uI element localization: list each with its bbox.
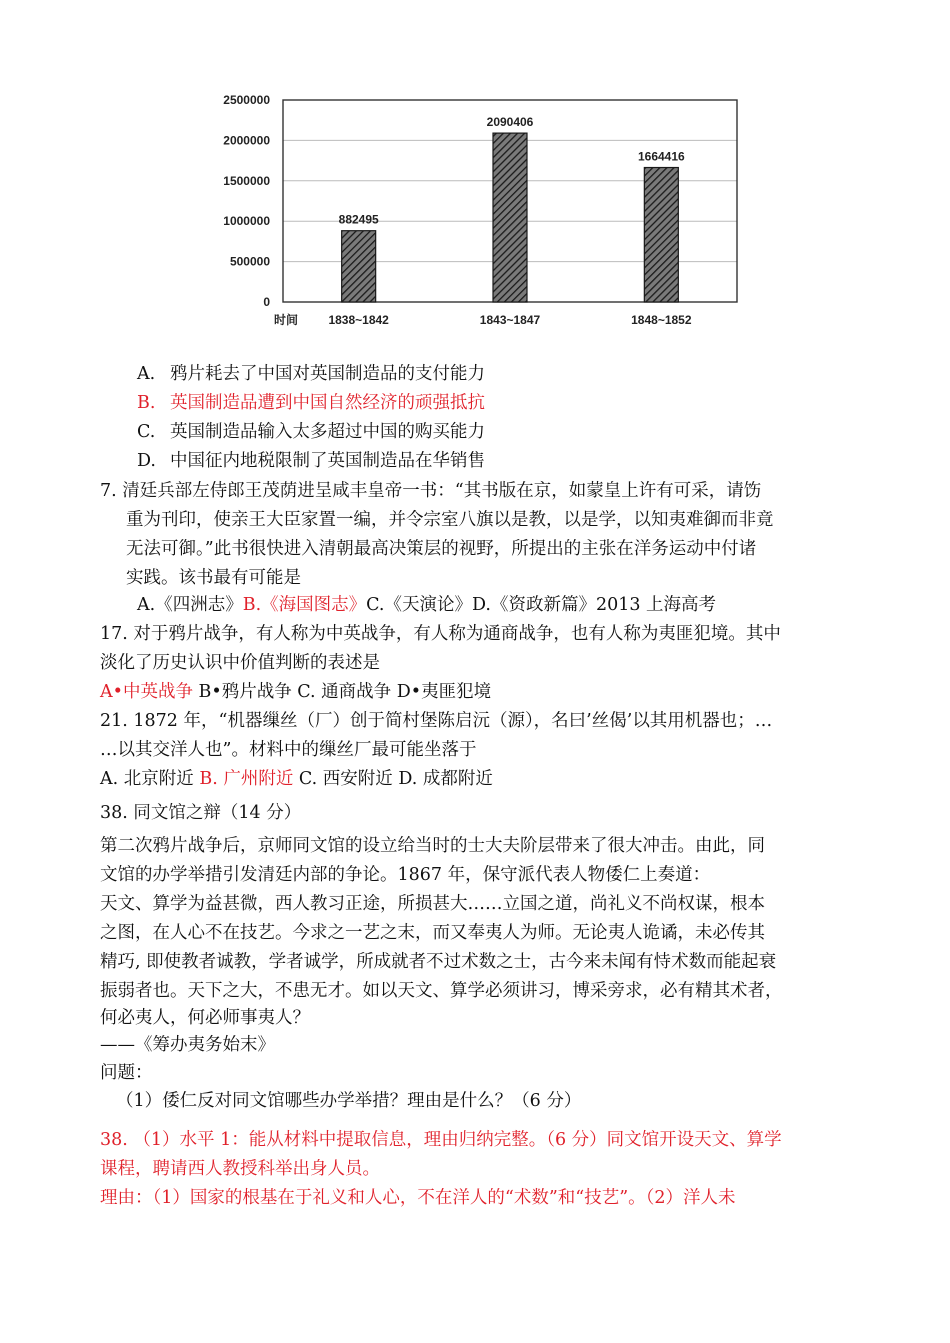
q7-options (137, 591, 716, 619)
y-tick-label: 0 (263, 295, 270, 309)
x-tick-label: 1848~1852 (631, 313, 692, 327)
q38-para-line-6: 振弱者也。天下之大，不患无才。如以天文、算学必须讲习，博采旁求，必有精其术者， (100, 981, 783, 1001)
bar-value-label: 1664416 (637, 149, 685, 164)
q21-option-a: A. 北京附近 (100, 769, 200, 789)
q17-option-a: A•中英战争 (100, 682, 193, 702)
q38-question-label: 问题： (100, 1063, 153, 1083)
q6-option-c: C. 英国制造品输入太多超过中国的购买能力 (137, 422, 485, 442)
q38-title: 38. 同文馆之辩（14 分） (100, 803, 302, 823)
q6-option-b: B. 英国制造品遭到中国自然经济的顽强抵抗 (137, 393, 485, 413)
q38-source: ——《筹办夷务始末》 (100, 1035, 275, 1055)
chart-bars (342, 133, 679, 302)
bar-chart (190, 78, 760, 350)
q38-para-line-4: 之图，在人心不在技艺。今求之一艺之末，而又奉夷人为师。无论夷人诡谲，未必传其 (100, 923, 765, 943)
q21-option-cd: C. 西安附近 D. 成都附近 (293, 769, 493, 789)
q17-stem-line-1: 17. 对于鸦片战争，有人称为中英战争，有人称为通商战争，也有人称为夷匪犯境。其中 (100, 624, 781, 644)
q7-stem-line-1: 7. 清廷兵部左侍郎王茂荫进呈咸丰皇帝一书：“其书版在京，如蒙皇上许有可采，请饬 (100, 481, 762, 501)
q7-option-a: A.《四洲志》 (137, 595, 243, 615)
q38-para-line-3: 天文、算学为益甚微，西人教习正途，所损甚大……立国之道，尚礼义不尚权谋，根本 (100, 894, 765, 914)
x-tick-label: 1843~1847 (479, 313, 541, 327)
chart-labels (223, 93, 692, 327)
q17-option-rest: B•鸦片战争 C. 通商战争 D•夷匪犯境 (192, 682, 492, 702)
q21-option-b: B. 广州附近 (199, 769, 294, 789)
q38-answer-line-1: 38. （1）水平 1：能从材料中提取信息，理由归纳完整。（6 分）同文馆开设天文、算学 (100, 1130, 782, 1150)
q21-stem-line-2: …以其交洋人也”。材料中的缫丝厂最可能坐落于 (100, 740, 477, 760)
q7-option-cd: C.《天演论》D.《资政新篇》2013 上海高考 (366, 595, 717, 615)
bar-value-label: 882495 (338, 212, 379, 227)
y-tick-label: 500000 (229, 254, 270, 269)
x-axis-label: 时间 (274, 313, 299, 327)
bar (342, 231, 376, 302)
q7-stem-line-4: 实践。该书最有可能是 (126, 568, 301, 588)
q38-subquestion-1: （1）倭仁反对同文馆哪些办学举措？理由是什么？（6 分） (116, 1091, 582, 1111)
y-tick-label: 2000000 (223, 133, 270, 148)
bar (644, 168, 678, 302)
bar-value-label: 2090406 (486, 115, 534, 130)
q21-stem-line-1: 21. 1872 年，“机器缫丝（厂）创于简村堡陈启沅（源），名曰’丝偈’以其用机器也；… (100, 711, 773, 731)
q7-stem-line-3: 无法可御。”此书很快进入清朝最高决策层的视野，所提出的主张在洋务运动中付诸 (126, 539, 757, 559)
q38-para-line-1: 第二次鸦片战争后，京师同文馆的设立给当时的士大夫阶层带来了很大冲击。由此，同 (100, 836, 765, 856)
x-tick-label: 1838~1842 (328, 313, 389, 327)
y-tick-label: 1000000 (223, 214, 270, 229)
bar (493, 133, 527, 302)
q38-para-line-2: 文馆的办学举措引发清廷内部的争论。1867 年，保守派代表人物倭仁上奏道： (100, 865, 711, 885)
q38-para-line-5: 精巧, 即使教者诚教，学者诚学，所成就者不过术数之士，古今来未闻有恃术数而能起衰 (100, 952, 777, 972)
q38-answer-line-2: 课程，聘请西人教授科举出身人员。 (100, 1159, 380, 1179)
q7-option-b: B.《海国图志》 (242, 595, 367, 615)
y-tick-label: 2500000 (223, 93, 270, 107)
q38-para-line-7: 何必夷人，何必师事夷人？ (100, 1008, 310, 1028)
q7-stem-line-2: 重为刊印，使亲王大臣家置一编，并令宗室八旗以是教，以是学，以知夷难御而非竟 (126, 510, 774, 530)
q17-stem-line-2: 淡化了历史认识中价值判断的表述是 (100, 653, 380, 673)
q6-option-a: A. 鸦片耗去了中国对英国制造品的支付能力 (137, 364, 485, 384)
y-tick-label: 1500000 (223, 173, 270, 188)
q17-options (100, 678, 491, 706)
q38-answer-line-3: 理由：（1）国家的根基在于礼义和人心，不在洋人的“术数”和“技艺”。（2）洋人未 (100, 1188, 736, 1208)
q21-options (100, 765, 493, 793)
q6-option-d: D. 中国征内地税限制了英国制造品在华销售 (137, 451, 485, 471)
